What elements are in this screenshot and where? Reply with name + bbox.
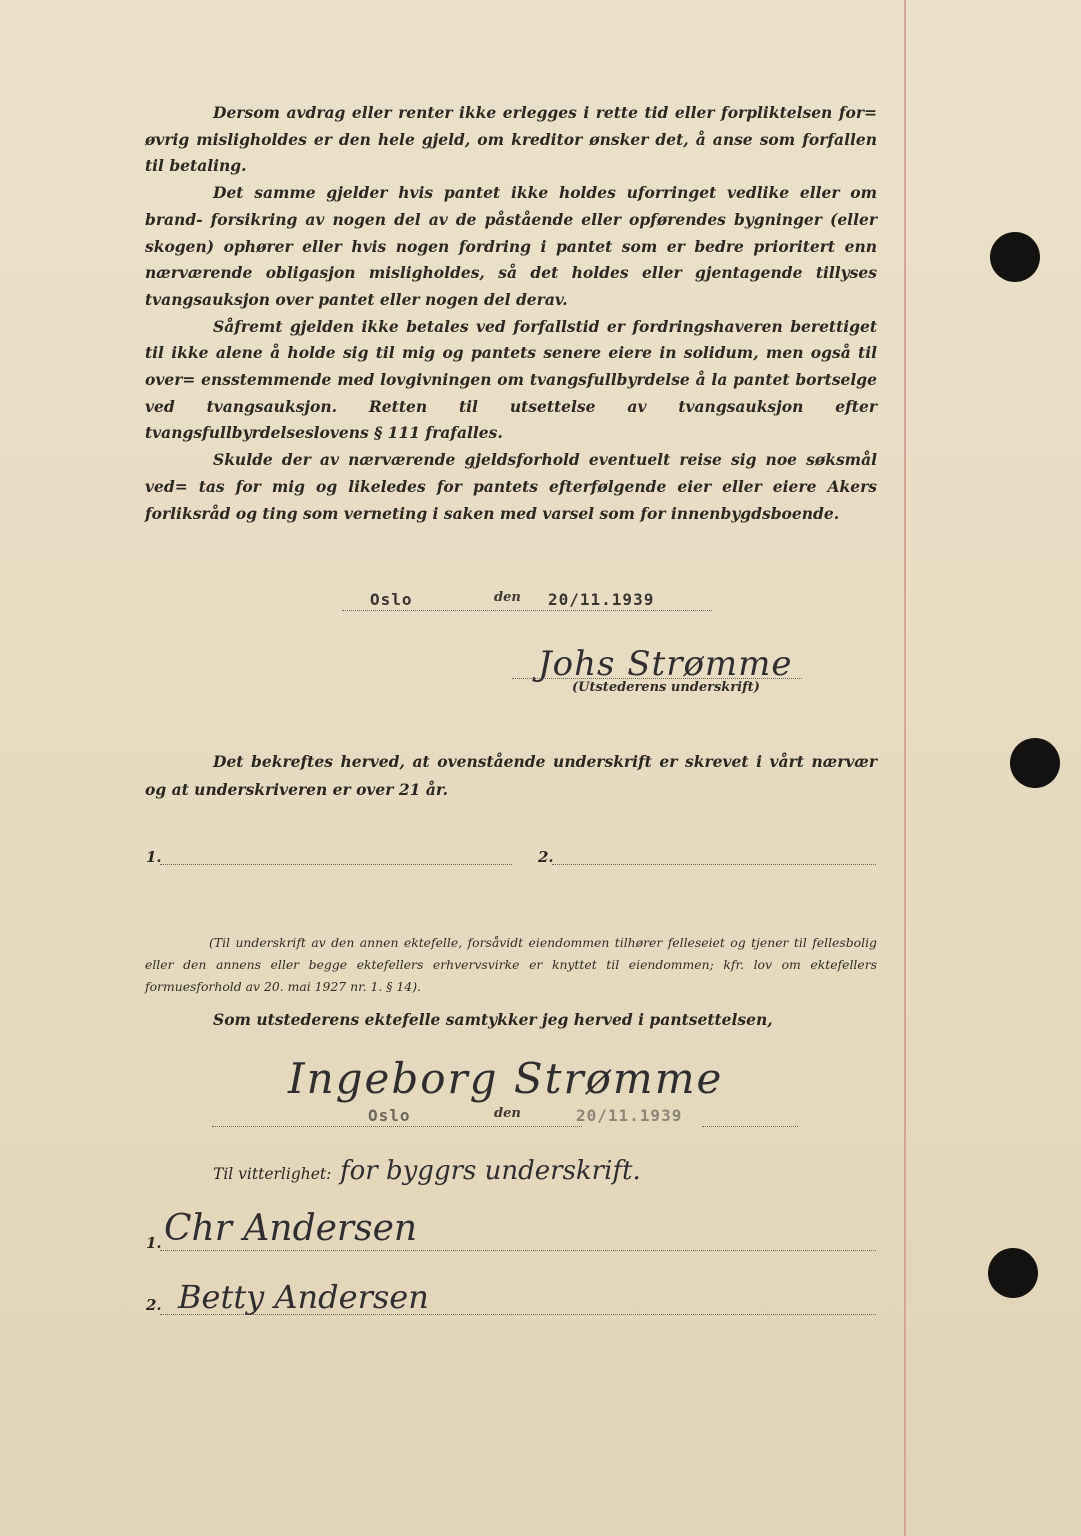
punch-hole-middle — [1010, 738, 1060, 788]
issuer-place: Oslo — [370, 590, 413, 609]
vitterlighet-number-2: 2. — [146, 1296, 162, 1314]
spouse-signature: Ingeborg Strømme — [288, 1054, 724, 1103]
vitterlighet-line-2 — [160, 1314, 876, 1315]
paragraph-verneting: Skulde der av nærværende gjeldsforhold eventuelt reise sig noe søksmål ved= tas for mig og likeledes for pantets efterfølgende eier eller eiere Akers forliksråd og ting som verneting i saken med varsel som for innenbygdsboende. — [145, 450, 877, 523]
vitterlighet-witness-1-signature: Chr Andersen — [164, 1208, 418, 1249]
paragraph-forfall: Såfremt gjelden ikke betales ved forfallstid er fordringshaveren berettiget til ikke alene å holde sig til mig og pantets senere eiere in solidum, men også til over= ensstemmende med lovgivningen om tvangsfullbyrdelse å la pantet bortselge ved tvangsauksjon. Retten til utsettelse av tvangsauksjon efter tvangsfullbyrdelseslovens § 111 frafalles. — [145, 316, 877, 443]
spouse-signature-line-left — [212, 1126, 582, 1127]
paragraph-default: Dersom avdrag eller renter ikke erlegges i rette tid eller forpliktelsen for= øvrig misligholdes er den hele gjeld, om kreditor ønsker det, å anse som forfallen til betaling. — [145, 103, 877, 176]
issuer-den-label: den — [494, 590, 521, 605]
witness-number-1: 1. — [146, 848, 162, 866]
vitterlighet-row — [213, 1165, 331, 1183]
witness-line-2 — [552, 864, 876, 865]
spouse-signature-line-right — [702, 1126, 798, 1127]
punch-hole-top — [990, 232, 1040, 282]
punch-hole-bottom — [988, 1248, 1038, 1298]
issuer-signature-line — [512, 678, 802, 679]
issuer-date-line — [342, 610, 712, 611]
spouse-consent-text: Som utstederens ektefelle samtykker jeg herved i pantsettelsen, — [213, 1010, 773, 1029]
spouse-date: 20/11.1939 — [576, 1106, 683, 1125]
vitterlighet-handwritten-note: for byggrs underskrift. — [340, 1156, 641, 1186]
vitterlighet-line-1 — [160, 1250, 876, 1251]
spouse-note — [145, 932, 877, 998]
witness-confirmation — [145, 748, 877, 804]
issuer-signature: Johs Strømme — [538, 644, 793, 684]
witness-confirmation-text: Det bekreftes herved, at ovenstående underskrift er skrevet i vårt nærvær og at underskriveren er over 21 år. — [145, 752, 877, 799]
main-body-text — [145, 100, 877, 527]
vitterlighet-label: Til vitterlighet: — [213, 1165, 332, 1183]
vitterlighet-witness-2-signature: Betty Andersen — [178, 1278, 429, 1316]
spouse-place: Oslo — [368, 1106, 411, 1125]
witness-number-2: 2. — [538, 848, 554, 866]
issuer-date: 20/11.1939 — [548, 590, 655, 609]
vitterlighet-number-1: 1. — [146, 1234, 162, 1252]
spouse-den-label: den — [494, 1106, 521, 1121]
paragraph-maintenance: Det samme gjelder hvis pantet ikke holdes uforringet vedlike eller om brand- forsikring av nogen del av de påstående eller opførendes bygninger (eller skogen) ophører eller hvis nogen fordring i pantet som er bedre prioritert enn nærværende obligasjon misligholdes, så det holdes eller gjentagende tillyses tvangsauksjon over pantet eller nogen del derav. — [145, 183, 877, 309]
witness-line-1 — [160, 864, 512, 865]
spouse-note-text: (Til underskrift av den annen ektefelle, forsåvidt eiendommen tilhører felleseiet og tjener til fellesbolig eller den annens eller begge ektefellers erhvervsvirke er knyttet til eiendommen; kfr. lov om ektefellers formuesforhold av 20. mai 1927 nr. 1. § 14). — [145, 935, 877, 994]
red-margin-line — [904, 0, 906, 1536]
issuer-signature-caption: (Utstederens underskrift) — [572, 680, 760, 695]
